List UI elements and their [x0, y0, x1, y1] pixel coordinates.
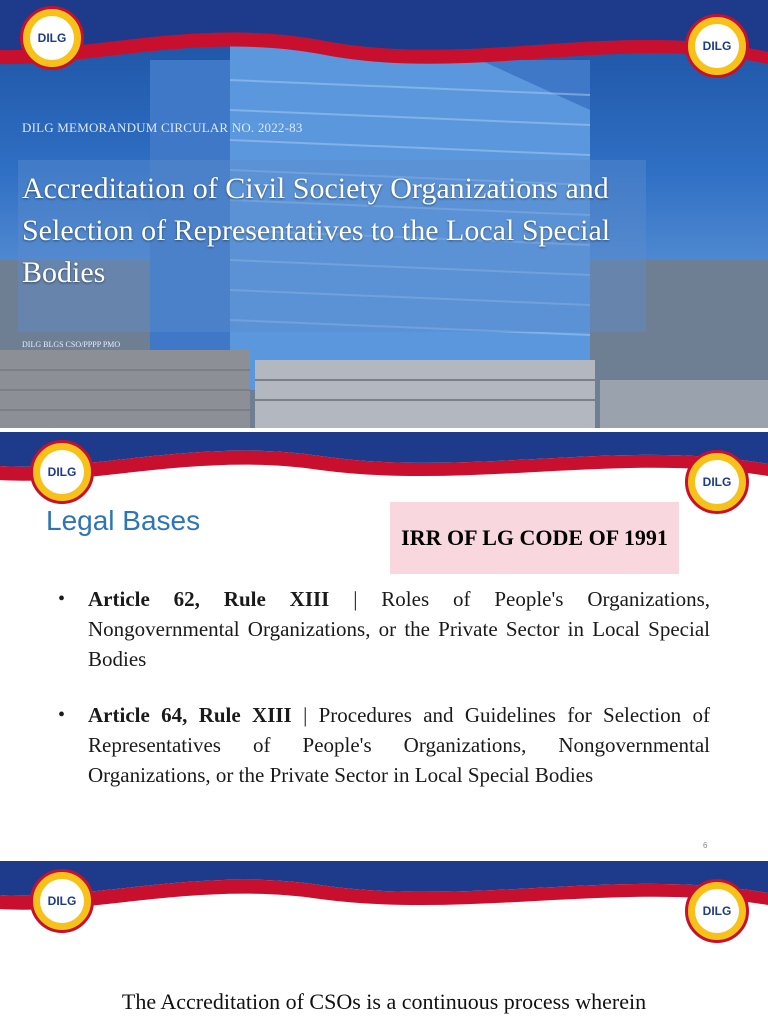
- legal-bases-list: [56, 584, 710, 816]
- dilg-logo-right-text: DILG: [695, 460, 739, 504]
- dilg-logo-left: [20, 6, 84, 70]
- legal-bases-slide: [0, 432, 768, 857]
- slide-title: Accreditation of Civil Society Organizations and Selection of Representatives to the Local Special Bodies: [22, 172, 611, 289]
- header-wave: [0, 861, 768, 931]
- dilg-logo-left-text: DILG: [40, 450, 84, 494]
- dilg-logo-right-text: DILG: [695, 24, 739, 68]
- article-ref: Article 62, Rule XIII: [88, 587, 330, 611]
- dilg-logo-right-text: DILG: [695, 889, 739, 933]
- article-ref: Article 64, Rule XIII: [88, 703, 292, 727]
- dilg-logo-left: [30, 869, 94, 933]
- dilg-logo-left-text: DILG: [30, 16, 74, 60]
- page-number: 6: [703, 841, 708, 850]
- accreditation-slide: [0, 861, 768, 1024]
- article-description: | Roles of People's Organizations, Nongovernmental Organizations, or the Private Sector in Local Special Bodies: [88, 587, 710, 671]
- dilg-logo-right: [685, 14, 749, 78]
- list-item: [56, 700, 710, 790]
- dilg-logo-left-text: DILG: [40, 879, 84, 923]
- irr-label-box: IRR OF LG CODE OF 1991: [390, 502, 679, 574]
- bullet-icon: •: [58, 704, 66, 726]
- memorandum-circular-label: DILG MEMORANDUM CIRCULAR NO. 2022-83: [22, 120, 303, 135]
- list-item: [56, 584, 710, 674]
- header-wave: [0, 432, 768, 502]
- office-note: DILG BLGS CSO/PPPP PMO: [22, 340, 121, 349]
- accreditation-text: The Accreditation of CSOs is a continuous process wherein: [121, 989, 647, 1014]
- article-description: | Procedures and Guidelines for Selection of Representatives of People's Organizations, Nongovernmental Organizations, or the Private Sector in Local Special Bodies: [88, 703, 710, 787]
- legal-bases-heading: Legal Bases: [46, 505, 201, 536]
- title-slide: [0, 0, 768, 428]
- dilg-logo-left: [30, 440, 94, 504]
- dilg-logo-right: [685, 879, 749, 943]
- dilg-logo-right: [685, 450, 749, 514]
- bullet-icon: •: [58, 588, 66, 610]
